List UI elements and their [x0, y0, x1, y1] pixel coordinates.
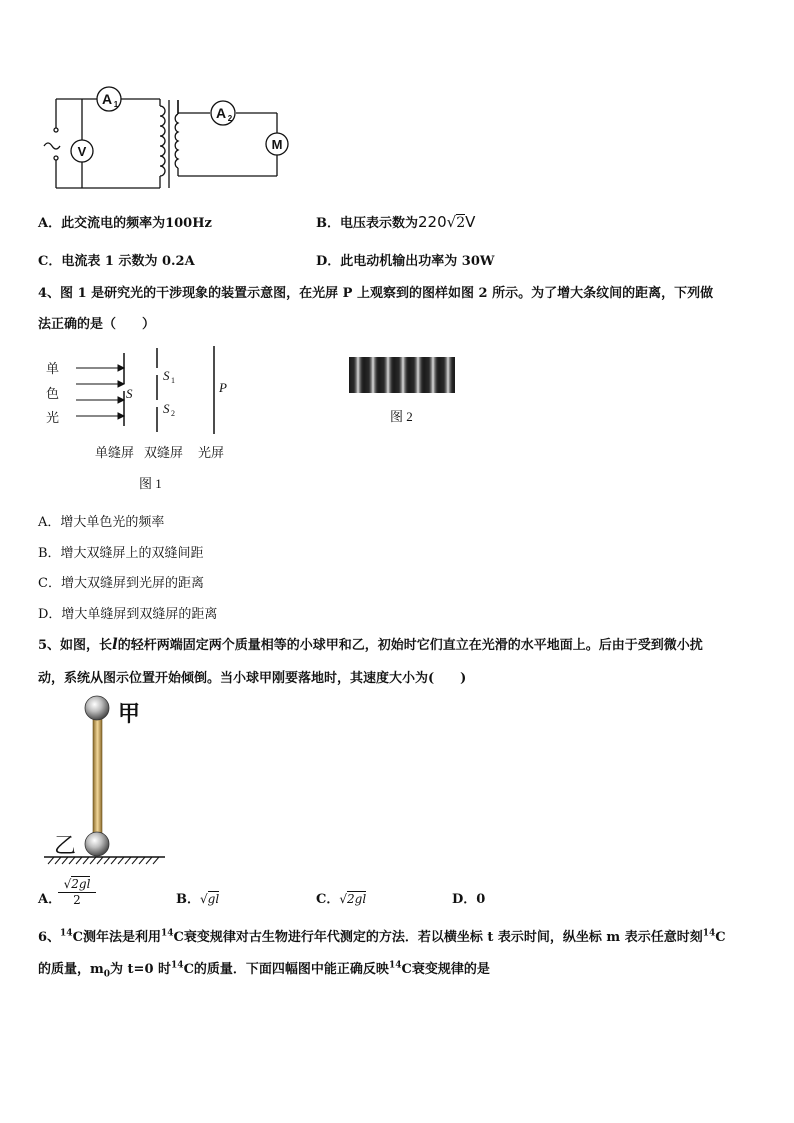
rod-and-balls-figure — [0, 690, 220, 870]
q5-option-d: D．0 — [452, 892, 486, 907]
ball-jia-label: 甲 — [118, 702, 141, 727]
q6-stem-line1: 6、$^{14}$C测年法是利用$^{14}$C衰变规律对古生物进行年代测定的方法．若以横坐标 t 表示时间，纵坐标 m 表示任意时刻$^{14}$C — [38, 928, 726, 945]
q3-option-d: D．此电动机输出功率为 30W — [316, 254, 495, 269]
motor-label: M — [271, 137, 283, 152]
q4-option-c: C．增大双缝屏到光屏的距离 — [38, 576, 204, 591]
q3-option-a: A．此交流电的频率为100Hz — [38, 216, 212, 231]
svg-text:2: 2 — [171, 409, 175, 418]
q4-option-a: A．增大单色光的频率 — [38, 515, 165, 530]
q5-option-a-fraction: √2gl 2 — [58, 877, 96, 907]
q5-option-c: C．√2gl — [316, 892, 367, 907]
q5-stem-line1: 5、如图，长l的轻杆两端固定两个质量相等的小球甲和乙，初始时它们直立在光滑的水平地面上。后由于受到微小扰 — [38, 635, 703, 653]
svg-text:2: 2 — [227, 114, 233, 123]
q3-option-c: C．电流表 1 示数为 0.2A — [38, 254, 195, 269]
q3-option-b: B．电压表示数为220√2V — [316, 213, 476, 231]
light-label-3: 光 — [46, 410, 60, 425]
q5-option-b: B．√gl — [176, 892, 220, 907]
q4-stem-line1: 4、图 1 是研究光的干涉现象的装置示意图，在光屏 P 上观察到的图样如图 2 所示。为了增大条纹间的距离，下列做 — [38, 286, 714, 301]
svg-text:1: 1 — [113, 100, 119, 109]
ammeter-1-label: A — [101, 91, 113, 107]
figure-1-caption: 图 1 — [139, 476, 162, 491]
label-single-slit-screen: 单缝屏 — [95, 445, 135, 460]
q6-stem-line2: 的质量，$m_0$为 t=0 时$^{14}$C的质量．下面四幅图中能正确反映$^{14}$C衰变规律的是 — [38, 960, 490, 980]
screen-p: P — [219, 380, 227, 395]
q4-option-b: B．增大双缝屏上的双缝间距 — [38, 546, 204, 561]
q5-option-a-label: A． — [38, 892, 62, 907]
q4-stem-line2: 法正确的是（ ） — [38, 317, 156, 332]
figure-2-caption: 图 2 — [390, 409, 413, 424]
light-label-1: 单 — [46, 361, 60, 376]
label-double-slit-screen: 双缝屏 — [144, 445, 184, 460]
ammeter-2-label: A — [215, 105, 227, 121]
slit-s1: S — [163, 368, 170, 383]
svg-text:1: 1 — [171, 376, 175, 385]
q4-option-d: D．增大单缝屏到双缝屏的距离 — [38, 607, 218, 622]
interference-fringe-pattern — [349, 357, 455, 393]
voltmeter-label: V — [77, 144, 87, 159]
slit-s2: S — [163, 401, 170, 416]
label-light-screen: 光屏 — [198, 445, 225, 460]
q5-stem-line2: 动，系统从图示位置开始倾倒。当小球甲刚要落地时，其速度大小为( ) — [38, 671, 467, 686]
transformer-circuit-diagram — [0, 0, 794, 200]
ball-yi-label: 乙 — [54, 834, 77, 859]
light-label-2: 色 — [46, 386, 60, 401]
single-slit-s: S — [126, 386, 133, 401]
